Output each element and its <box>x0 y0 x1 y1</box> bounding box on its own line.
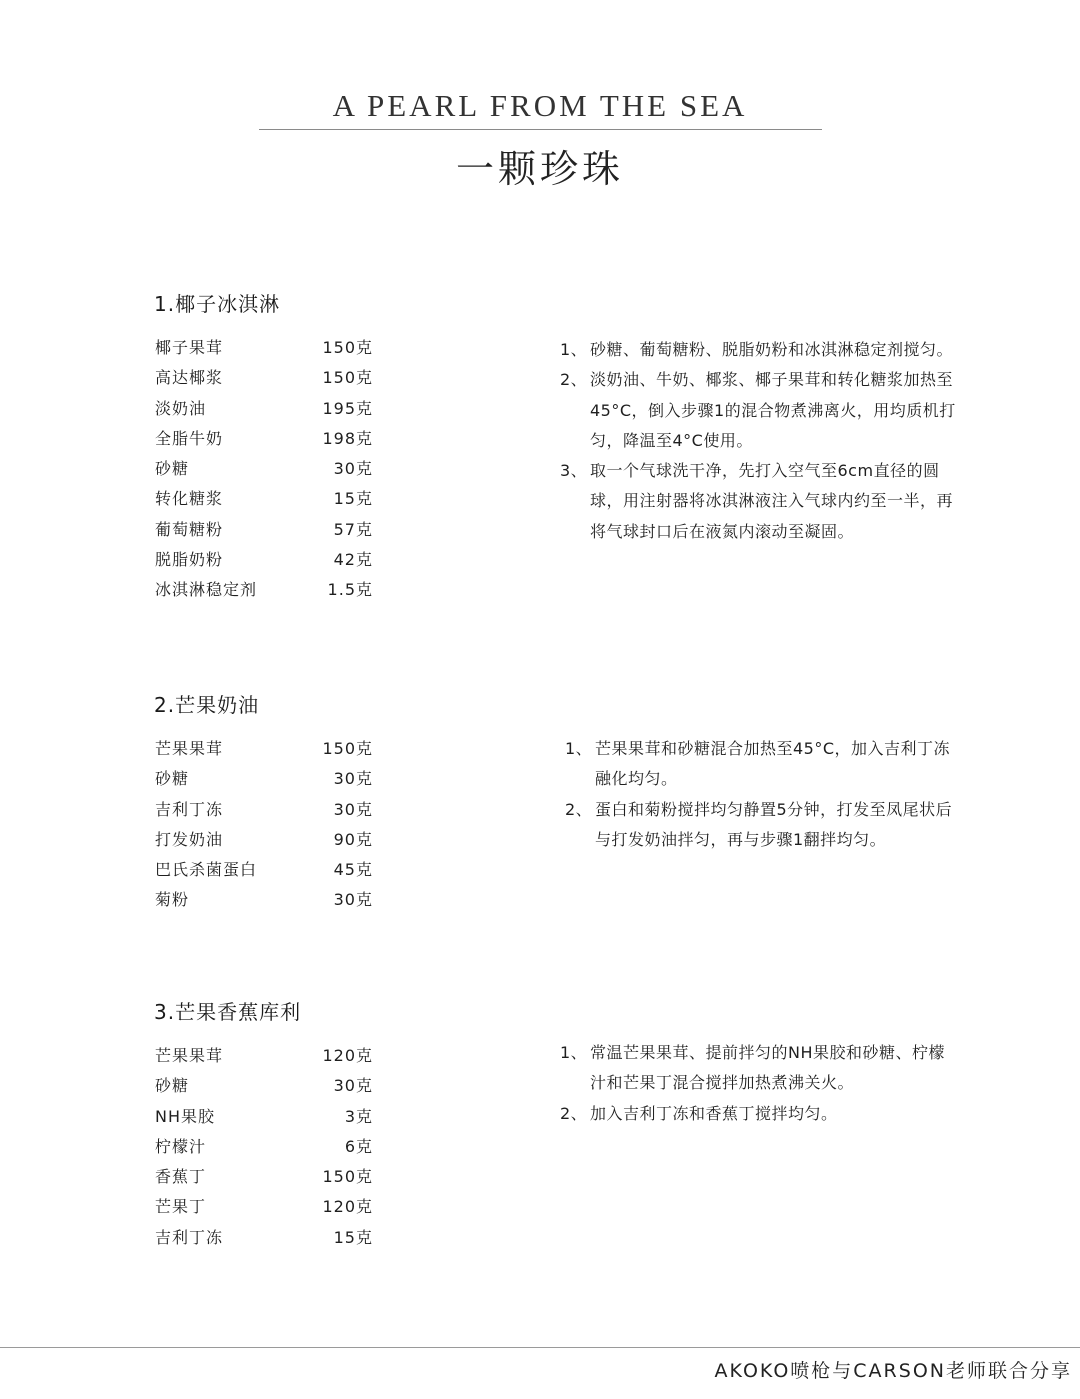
step-number: 1、 <box>560 1043 588 1062</box>
ingredient-row <box>155 1132 375 1162</box>
method-step <box>565 795 965 856</box>
ingredient-qty: 90克 <box>333 829 373 849</box>
ingredient-list <box>155 1041 375 1253</box>
method-steps <box>560 1038 960 1129</box>
recipe-title-cn: 一颗珍珠 <box>455 147 624 191</box>
ingredient-row <box>155 885 375 915</box>
ingredient-name: 砂糖 <box>155 769 190 789</box>
ingredient-row <box>155 515 375 545</box>
ingredient-name: 砂糖 <box>155 1076 190 1096</box>
step-text: 常温芒果果茸、提前拌匀的NH果胶和砂糖、柠檬汁和芒果丁混合搅拌加热煮沸关火。 <box>590 1043 946 1093</box>
ingredient-list <box>155 333 375 606</box>
recipe-title-en: A PEARL FROM THE SEA <box>332 88 748 123</box>
step-number: 2、 <box>565 799 593 819</box>
step-text: 砂糖、葡萄糖粉、脱脂奶粉和冰淇淋稳定剂搅匀。 <box>590 340 954 359</box>
ingredient-name: 巴氏杀菌蛋白 <box>155 860 258 880</box>
ingredient-name: 吉利丁冻 <box>155 799 224 819</box>
method-step <box>560 335 960 365</box>
section-title: 2.芒果奶油 <box>154 693 260 717</box>
step-text: 加入吉利丁冻和香蕉丁搅拌均匀。 <box>590 1103 838 1123</box>
step-number: 2、 <box>560 1103 588 1123</box>
ingredient-qty: 150克 <box>322 739 373 758</box>
ingredient-name: 脱脂奶粉 <box>155 550 224 570</box>
ingredient-name: NH果胶 <box>155 1106 216 1126</box>
ingredient-name: 柠檬汁 <box>155 1136 207 1156</box>
step-number: 2、 <box>560 370 588 390</box>
step-text: 蛋白和菊粉搅拌均匀静置5分钟，打发至凤尾状后与打发奶油拌匀，再与步骤1翻拌均匀。 <box>595 799 953 849</box>
ingredient-row <box>155 825 375 855</box>
ingredient-row <box>155 484 375 514</box>
ingredient-name: 葡萄糖粉 <box>155 519 224 539</box>
ingredient-qty: 30克 <box>333 1076 373 1096</box>
ingredient-row <box>155 1071 375 1101</box>
ingredient-name: 高达椰浆 <box>155 368 224 388</box>
ingredient-name: 芒果果茸 <box>155 1046 224 1065</box>
ingredient-row <box>155 764 375 794</box>
ingredient-qty: 120克 <box>322 1046 373 1065</box>
ingredient-row <box>155 1223 375 1253</box>
ingredient-qty: 30克 <box>333 769 373 789</box>
ingredient-qty: 150克 <box>322 1167 373 1187</box>
ingredient-name: 香蕉丁 <box>155 1167 207 1187</box>
section-title: 3.芒果香蕉库利 <box>154 1000 302 1024</box>
method-step <box>560 1038 960 1099</box>
method-step <box>560 365 960 456</box>
section-title: 1.椰子冰淇淋 <box>154 292 281 316</box>
ingredient-row <box>155 795 375 825</box>
ingredient-row <box>155 855 375 885</box>
ingredient-qty: 198克 <box>322 428 373 448</box>
ingredient-qty: 30克 <box>333 799 373 819</box>
ingredient-qty: 30克 <box>333 459 373 479</box>
ingredient-name: 椰子果茸 <box>155 338 224 357</box>
ingredient-qty: 3克 <box>344 1106 373 1126</box>
ingredient-name: 转化糖浆 <box>155 489 224 509</box>
ingredient-row <box>155 734 375 764</box>
method-step <box>565 734 965 795</box>
step-text: 取一个气球洗干净，先打入空气至6cm直径的圆球，用注射器将冰淇淋液注入气球内约至一半，再将气球封口后在液氮内滚动至凝固。 <box>590 461 954 541</box>
header-divider <box>259 129 822 130</box>
ingredient-row <box>155 363 375 393</box>
ingredient-name: 冰淇淋稳定剂 <box>155 580 258 600</box>
footer-divider <box>0 1347 1080 1348</box>
ingredient-qty: 42克 <box>333 550 373 570</box>
method-step <box>560 1099 960 1129</box>
ingredient-qty: 6克 <box>344 1136 373 1156</box>
ingredient-qty: 150克 <box>322 368 373 388</box>
ingredient-name: 淡奶油 <box>155 398 207 418</box>
ingredient-row <box>155 454 375 484</box>
step-text: 芒果果茸和砂糖混合加热至45°C，加入吉利丁冻融化均匀。 <box>595 739 951 789</box>
ingredient-row <box>155 1162 375 1192</box>
ingredient-qty: 15克 <box>333 489 373 509</box>
step-text: 淡奶油、牛奶、椰浆、椰子果茸和转化糖浆加热至45°C，倒入步骤1的混合物煮沸离火，用均质机打匀，降温至4°C使用。 <box>590 370 956 450</box>
method-steps <box>565 734 965 855</box>
ingredient-row <box>155 1102 375 1132</box>
ingredient-row <box>155 545 375 575</box>
ingredient-row <box>155 1041 375 1071</box>
ingredient-qty: 120克 <box>322 1197 373 1217</box>
ingredient-qty: 30克 <box>333 890 373 910</box>
ingredient-qty: 195克 <box>322 398 373 418</box>
ingredient-name: 芒果果茸 <box>155 739 224 758</box>
ingredient-name: 全脂牛奶 <box>155 428 224 448</box>
ingredient-name: 打发奶油 <box>155 829 224 849</box>
ingredient-row <box>155 424 375 454</box>
ingredient-qty: 150克 <box>322 338 373 357</box>
ingredient-qty: 1.5克 <box>327 580 373 600</box>
method-steps <box>560 335 960 547</box>
footer-credit: AKOKO喷枪与CARSON老师联合分享 <box>714 1360 1072 1382</box>
ingredient-name: 吉利丁冻 <box>155 1227 224 1247</box>
method-step <box>560 456 960 547</box>
ingredient-name: 菊粉 <box>155 890 190 910</box>
step-number: 1、 <box>560 340 588 359</box>
step-number: 1、 <box>565 739 593 758</box>
ingredient-row <box>155 575 375 605</box>
ingredient-name: 砂糖 <box>155 459 190 479</box>
ingredient-qty: 45克 <box>333 860 373 880</box>
ingredient-name: 芒果丁 <box>155 1197 207 1217</box>
ingredient-row <box>155 394 375 424</box>
step-number: 3、 <box>560 461 588 481</box>
ingredient-list <box>155 734 375 916</box>
ingredient-row <box>155 333 375 363</box>
ingredient-qty: 15克 <box>333 1227 373 1247</box>
ingredient-row <box>155 1192 375 1222</box>
ingredient-qty: 57克 <box>333 519 373 539</box>
